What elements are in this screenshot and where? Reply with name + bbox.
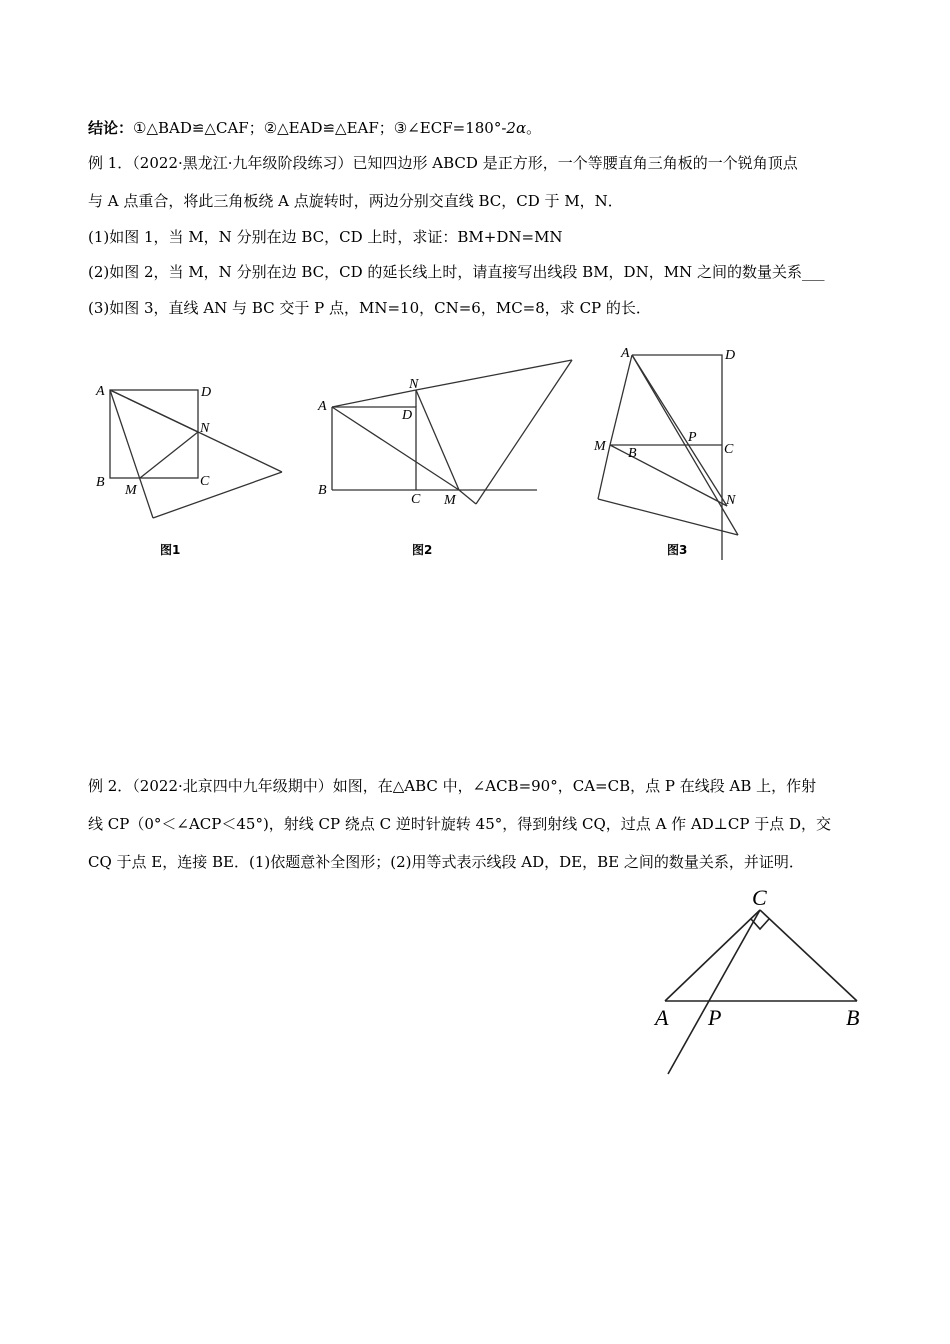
fig3-caption: 图3 xyxy=(667,543,688,557)
fig2-label-n: N xyxy=(409,377,419,392)
fig2-caption: 图2 xyxy=(412,543,433,557)
fig3-label-m: M xyxy=(594,439,606,454)
conclusion-text: ①△BAD≌△CAF；②△EAD≌△EAF；③∠ECF=180°- xyxy=(133,119,507,137)
fig1-label-m: M xyxy=(125,483,137,498)
ex2-label-b: B xyxy=(846,1005,860,1030)
example2-line2: 线 CP（0°＜∠ACP＜45°)，射线 CP 绕点 C 逆时针旋转 45°，得到射线 CQ，过点 A 作 AD⊥CP 于点 D，交 xyxy=(88,815,832,833)
example1-line1: 例 1．（2022·黑龙江·九年级阶段练习）已知四边形 ABCD 是正方形，一个等腰直角三角板的一个锐角顶点 xyxy=(88,154,798,172)
conclusion-alpha: 2α xyxy=(506,119,527,137)
fig1-label-b: B xyxy=(96,475,105,490)
conclusion-label: 结论： xyxy=(88,119,134,137)
ex2-ray-cp xyxy=(668,910,760,1074)
fig3-label-b: B xyxy=(628,446,637,461)
example1-question3: (3)如图 3，直线 AN 与 BC 交于 P 点，MN=10，CN=6，MC=8，求 CP 的长． xyxy=(88,299,651,317)
fig3-label-d: D xyxy=(725,348,736,363)
fig1-label-d: D xyxy=(201,385,212,400)
ex2-line-bc xyxy=(760,910,857,1001)
ex2-label-p: P xyxy=(708,1005,722,1030)
example2-line3: CQ 于点 E，连接 BE．(1)依题意补全图形；(2)用等式表示线段 AD，DE，BE 之间的数量关系，并证明． xyxy=(88,853,804,871)
fig3-label-a: A xyxy=(621,346,630,361)
fig2-label-c: C xyxy=(411,492,421,507)
fig2-label-b: B xyxy=(318,483,327,498)
fig2-label-m: M xyxy=(444,493,456,508)
fig1-label-a: A xyxy=(96,384,105,399)
example1-line2: 与 A 点重合，将此三角板绕 A 点旋转时，两边分别交直线 BC，CD 于 M，N． xyxy=(88,192,623,210)
fig1-caption: 图1 xyxy=(160,543,181,557)
example1-question2: (2)如图 2，当 M，N 分别在边 BC，CD 的延长线上时，请直接写出线段 BM，DN，MN 之间的数量关系___ xyxy=(88,263,825,281)
conclusion-end: 。 xyxy=(526,119,542,137)
fig2-label-d: D xyxy=(402,408,413,423)
fig3-label-n: N xyxy=(726,493,736,508)
ex2-label-c: C xyxy=(752,885,767,910)
example2-line1: 例 2．（2022·北京四中九年级期中）如图，在△ABC 中，∠ACB=90°，CA=CB，点 P 在线段 AB 上，作射 xyxy=(88,777,817,795)
ex2-line-ac xyxy=(665,910,760,1001)
fig2-label-a: A xyxy=(318,399,327,414)
fig1-label-n: N xyxy=(200,421,210,436)
fig1-label-c: C xyxy=(200,474,210,489)
fig3-label-c: C xyxy=(724,442,734,457)
ex2-label-a: A xyxy=(655,1005,669,1030)
fig3-label-p: P xyxy=(688,430,697,445)
example1-question1: (1)如图 1，当 M，N 分别在边 BC，CD 上时，求证：BM+DN=MN xyxy=(88,228,563,246)
